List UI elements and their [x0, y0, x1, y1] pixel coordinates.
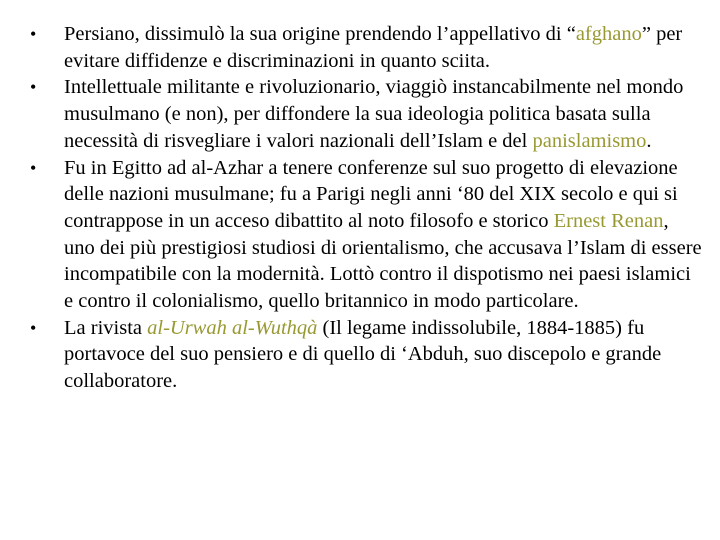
bullet-icon: •	[30, 317, 37, 338]
bullet-text: Intellettuale militante e rivoluzionario, viaggiò instancabilmente nel mondo musulmano (e non), per diffondere la sua ideologia politica basata sulla necessità di risvegliare i valori nazionali dell’Islam e del	[64, 76, 684, 152]
highlight-term: al-Urwah al-Wuthqà	[147, 316, 318, 339]
bullet-item	[30, 21, 702, 74]
bullet-text: La rivista	[64, 316, 148, 339]
bullet-list	[30, 21, 702, 395]
bullet-text: Persiano, dissimulò la sua origine prendendo l’appellativo di “	[64, 23, 576, 45]
bullet-icon: •	[30, 157, 37, 178]
bullet-item	[30, 155, 702, 315]
bullet-item	[30, 74, 702, 154]
highlight-term: panislamismo	[532, 129, 647, 152]
highlight-term: Ernest Renan	[553, 209, 664, 232]
bullet-text: ” per evitare diffidenze e discriminazioni in quanto sciita.	[64, 23, 683, 72]
bullet-icon: •	[30, 77, 37, 98]
bullet-text: .	[646, 129, 652, 152]
bullet-item	[30, 315, 702, 395]
bullet-text: , uno dei più prestigiosi studiosi di orientalismo, che accusava l’Islam di essere incompatibile con la modernità. Lottò contro il dispotismo nei paesi islamici e contro il colonialismo, quello britannico in modo particolare.	[64, 209, 702, 313]
bullet-text: Fu in Egitto ad al-Azhar a tenere conferenze sul suo progetto di elevazione delle nazioni musulmane; fu a Parigi negli anni ‘80 del XIX secolo e qui si contrappose in un acceso dibattito al noto filosofo e storico	[64, 156, 678, 232]
bullet-icon: •	[30, 24, 37, 44]
highlight-term: afghano	[575, 23, 642, 45]
bullet-text: (Il legame indissolubile, 1884-1885) fu portavoce del suo pensiero e di quello di ‘Abduh, suo discepolo e grande collaboratore.	[64, 316, 662, 393]
